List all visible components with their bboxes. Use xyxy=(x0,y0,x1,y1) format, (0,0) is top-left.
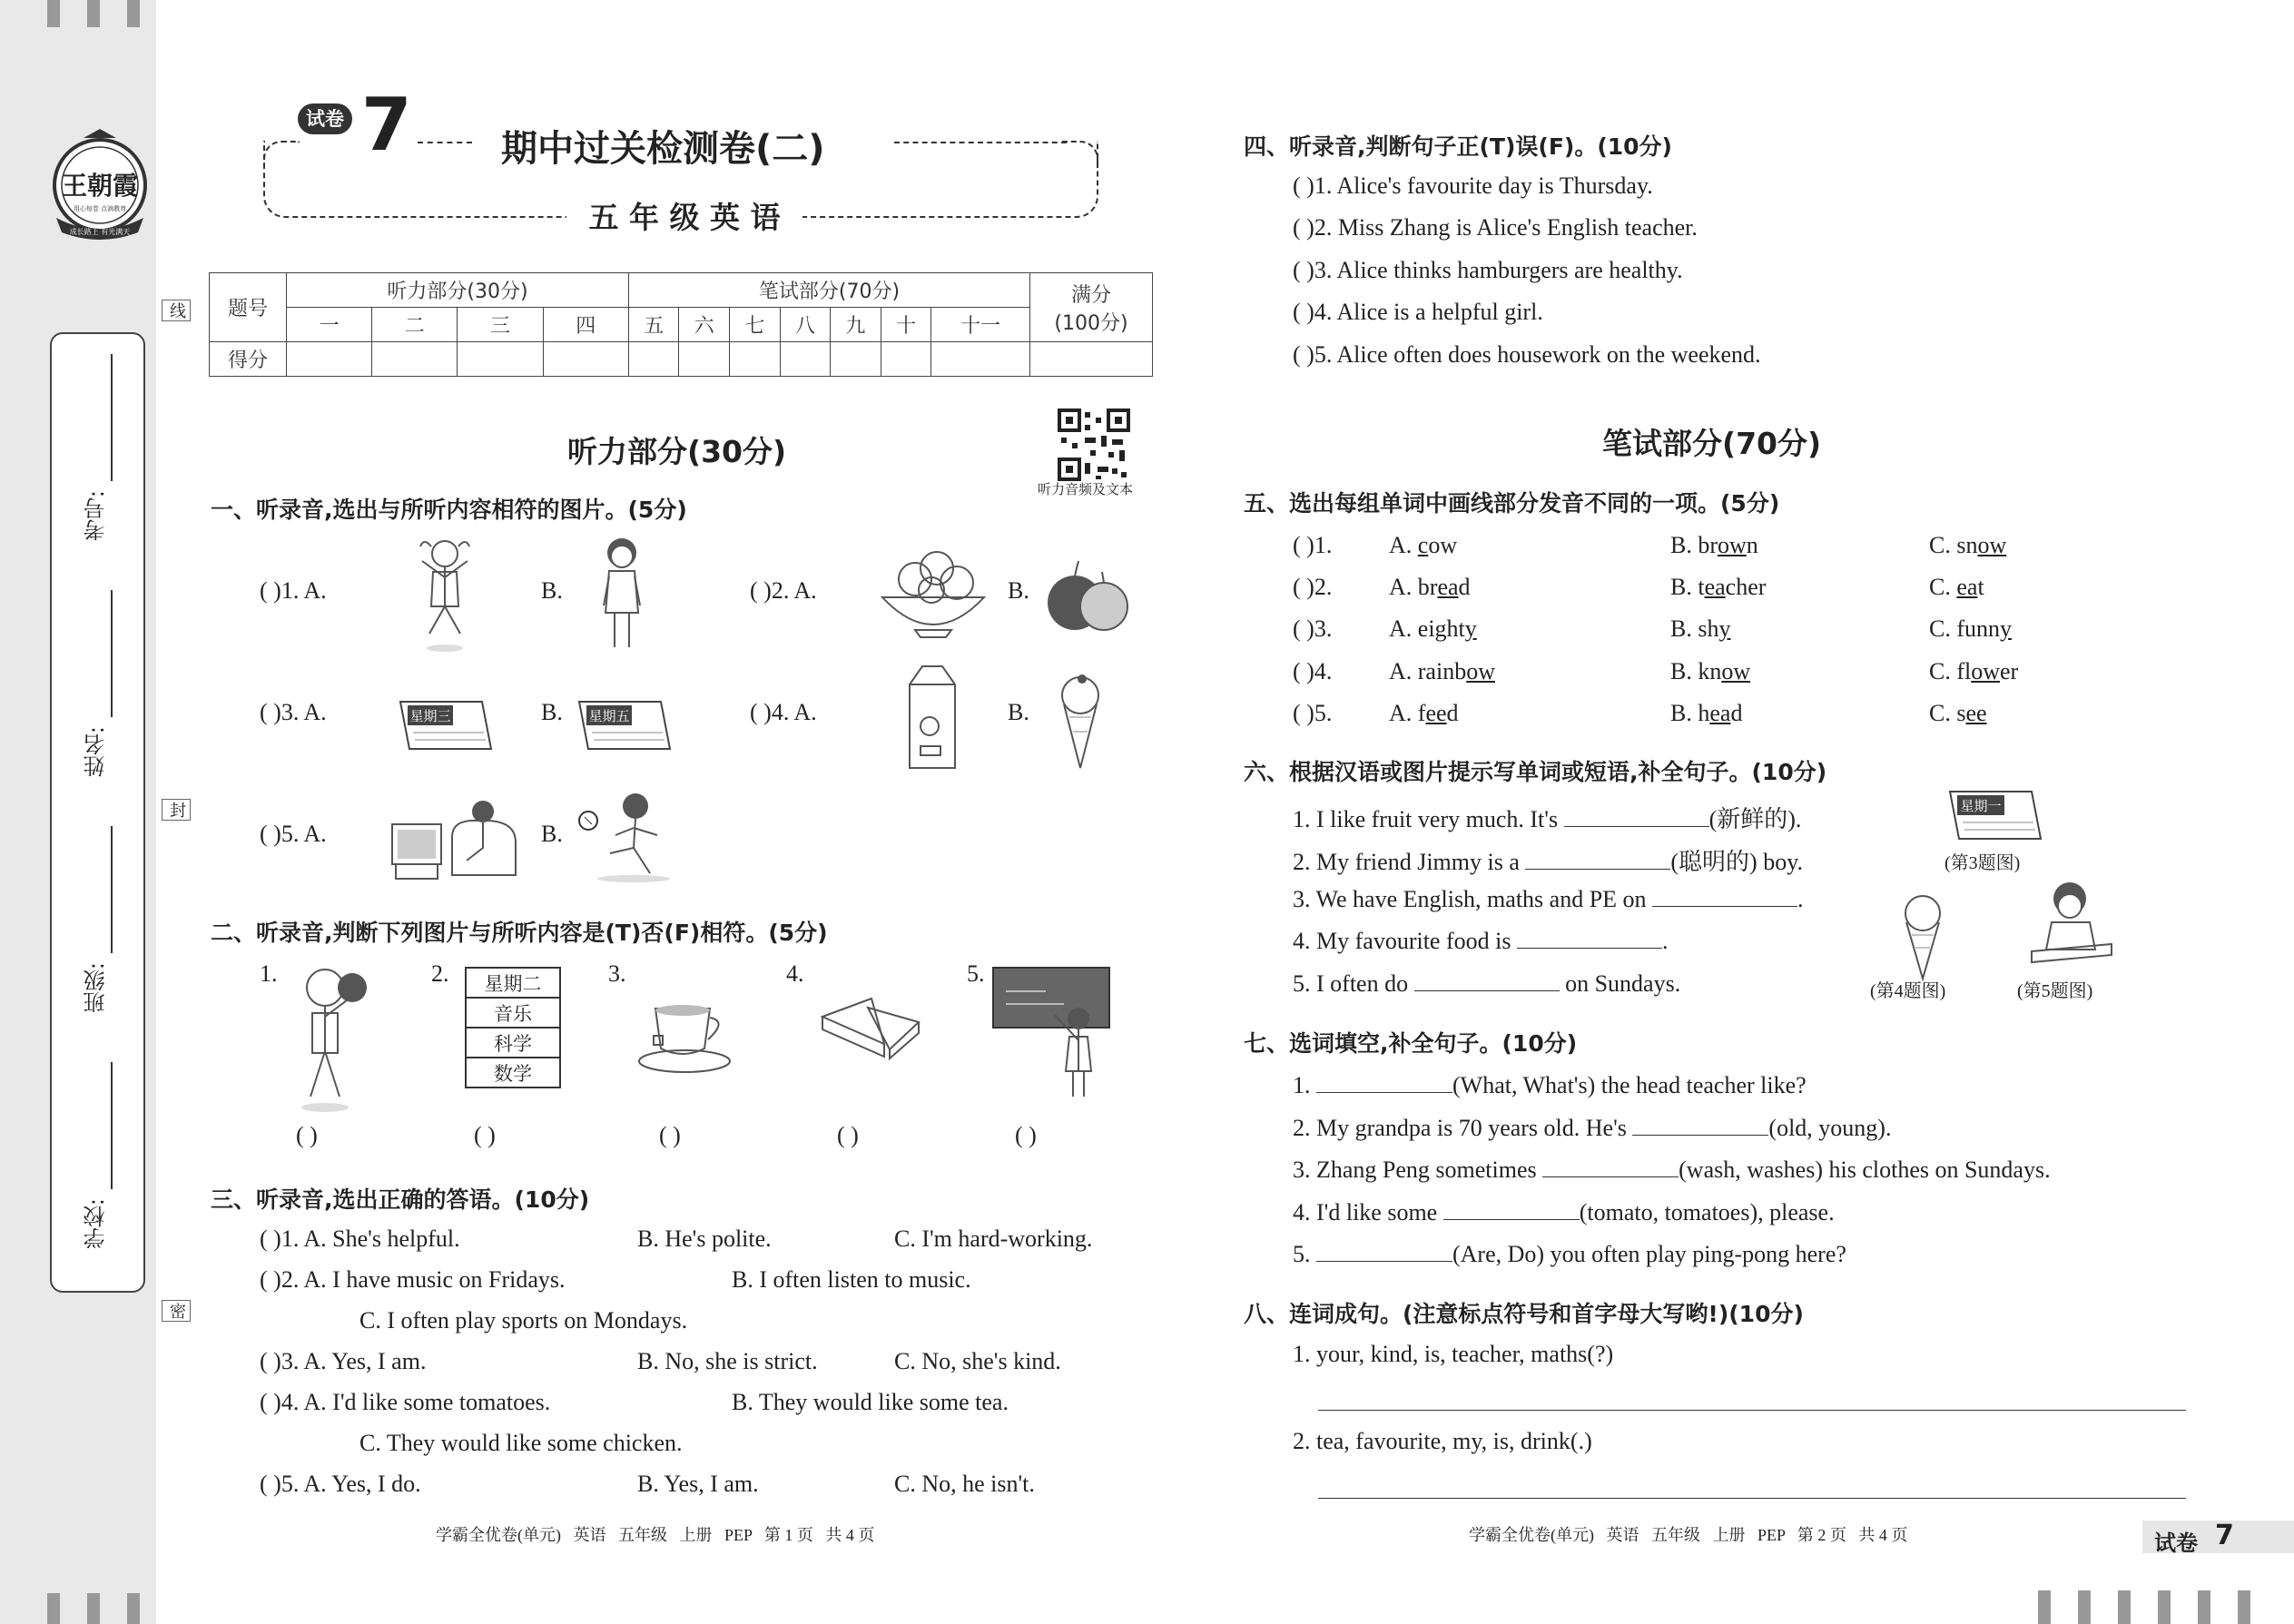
calendar-wednesday-image xyxy=(395,694,495,756)
svg-text:用心每卷 点滴教育: 用心每卷 点滴教育 xyxy=(73,205,127,212)
svg-text:星期一: 星期一 xyxy=(1960,798,2002,814)
s5-q4: ( )4. xyxy=(1293,658,1333,684)
calendar-monday-image xyxy=(1944,786,2046,846)
s3-q5-b: B. Yes, I am. xyxy=(637,1471,759,1497)
standing-girl-image xyxy=(595,531,649,658)
s7-q4: 4. I'd like some (tomato, tomatoes), please. xyxy=(1293,1199,1835,1225)
s5-q5-a: A. feed xyxy=(1389,700,1459,726)
s5-q4-b: B. know xyxy=(1670,658,1751,684)
s7-q5: 5. (Are, Do) you often play ping-pong here? xyxy=(1293,1241,1846,1267)
section1-title: 一、听录音,选出与所听内容相符的图片。(5分) xyxy=(211,497,687,523)
s3-q2-b: B. I often listen to music. xyxy=(732,1266,971,1293)
s3-q1: ( )1. A. She's helpful. xyxy=(260,1225,460,1252)
brand-logo xyxy=(47,127,153,247)
s5-q5: ( )5. xyxy=(1293,700,1333,726)
s8-q1-answer-line[interactable] xyxy=(1318,1410,2186,1411)
s1-q2-b: B. xyxy=(1008,577,1029,604)
logo-text: 王朝霞 xyxy=(61,171,139,201)
s5-q3-a: A. eighty xyxy=(1389,615,1477,642)
s1-q5-b: B. xyxy=(541,821,563,847)
section5-title: 五、选出每组单词中画线部分发音不同的一项。(5分) xyxy=(1244,490,1780,517)
jumping-girl-image xyxy=(413,534,477,656)
s3-q5: ( )5. A. Yes, I do. xyxy=(260,1471,421,1497)
s5-q2-b: B. teacher xyxy=(1670,574,1767,600)
section4-title: 四、听录音,判断句子正(T)误(F)。(10分) xyxy=(1244,133,1672,160)
s2-answer5[interactable]: ( ) xyxy=(1015,1122,1037,1148)
basketball-boy-image xyxy=(289,960,379,1117)
s2-num5: 5. xyxy=(967,960,985,987)
paper-badge: 试卷 xyxy=(298,103,352,134)
calendar-friday-image xyxy=(574,694,674,756)
s6-q5: 5. I often do on Sundays. xyxy=(1293,970,1681,997)
writing-heading: 笔试部分(70分) xyxy=(1602,426,1822,461)
binding-feng: 封 xyxy=(162,799,191,821)
qr-caption: 听力音频及文本 xyxy=(1038,481,1134,497)
corner-tab-number: 7 xyxy=(2215,1520,2234,1551)
footer-left: 学霸全优卷(单元) 英语 五年级 上册 PEP 第 1 页 共 4 页 xyxy=(436,1526,875,1544)
s1-q4: ( )4. A. xyxy=(750,699,817,725)
s3-q4: ( )4. A. I'd like some tomatoes. xyxy=(260,1389,551,1415)
s1-q3-b: B. xyxy=(541,699,563,725)
s2-num2: 2. xyxy=(431,960,449,987)
s4-q2: ( )2. Miss Zhang is Alice's English teacher. xyxy=(1293,214,1698,241)
s3-q5-c: C. No, he isn't. xyxy=(894,1471,1035,1497)
s7-q2-blank[interactable] xyxy=(1632,1116,1768,1136)
s3-q3: ( )3. A. Yes, I am. xyxy=(260,1348,427,1374)
svg-text:星期五: 星期五 xyxy=(588,708,630,724)
s5-q1-a: A. cow xyxy=(1389,532,1458,558)
s6-q2-blank[interactable] xyxy=(1525,850,1670,870)
s5-q5-c: C. see xyxy=(1929,700,1987,726)
s3-q4-c: C. They would like some chicken. xyxy=(359,1430,683,1456)
svg-text:成长路上 有光满天: 成长路上 有光满天 xyxy=(69,228,131,236)
s1-q2: ( )2. A. xyxy=(750,577,817,604)
s6-caption3: (第3题图) xyxy=(1944,853,2021,873)
schedule-card: 星期二 音乐 科学 数学 xyxy=(465,967,561,1088)
listening-heading: 听力部分(30分) xyxy=(567,434,787,469)
s5-q1-b: B. brown xyxy=(1670,532,1758,558)
paper-number: 7 xyxy=(361,83,412,167)
s3-q3-c: C. No, she's kind. xyxy=(894,1348,1061,1374)
s1-q3: ( )3. A. xyxy=(260,699,327,725)
binding-mi: 密 xyxy=(162,1300,191,1322)
ice-cream-image xyxy=(1053,672,1108,772)
xuexiao-field[interactable]: 学校: xyxy=(80,1062,116,1289)
s5-q3: ( )3. xyxy=(1293,615,1333,642)
sandwich-image xyxy=(817,989,926,1062)
s3-q2-c: C. I often play sports on Mondays. xyxy=(359,1307,688,1334)
footer-right: 学霸全优卷(单元) 英语 五年级 上册 PEP 第 2 页 共 4 页 xyxy=(1469,1526,1908,1544)
s2-num1: 1. xyxy=(260,960,278,987)
s1-q1-b: B. xyxy=(541,577,563,604)
teacher-board-image xyxy=(991,964,1111,1098)
xingming-field[interactable]: 姓名: xyxy=(80,590,116,817)
s6-q5-blank[interactable] xyxy=(1414,971,1560,991)
section2-title: 二、听录音,判断下列图片与所听内容是(T)否(F)相符。(5分) xyxy=(211,920,828,946)
s8-q2: 2. tea, favourite, my, is, drink(.) xyxy=(1293,1428,1592,1454)
s3-q4-b: B. They would like some tea. xyxy=(732,1389,1009,1415)
s6-caption4: (第4题图) xyxy=(1870,981,1946,1001)
s5-q2-a: A. bread xyxy=(1389,574,1471,600)
s4-q3: ( )3. Alice thinks hamburgers are healthy. xyxy=(1293,257,1683,283)
s1-q4-b: B. xyxy=(1008,699,1029,725)
s7-q1-blank[interactable] xyxy=(1316,1073,1452,1093)
s5-q2: ( )2. xyxy=(1293,574,1333,600)
ice-cream-image-2 xyxy=(1895,891,1950,982)
qr-code[interactable] xyxy=(1058,408,1130,481)
s7-q5-blank[interactable] xyxy=(1316,1242,1452,1262)
s6-q1: 1. I like fruit very much. It's (新鲜的). xyxy=(1293,806,1802,832)
s1-q5: ( )5. A. xyxy=(260,821,327,847)
s5-q4-c: C. flower xyxy=(1929,658,2019,684)
s6-q1-blank[interactable] xyxy=(1564,807,1709,827)
s2-answer1[interactable]: ( ) xyxy=(296,1122,318,1148)
s8-q2-answer-line[interactable] xyxy=(1318,1498,2186,1499)
s7-q1: 1. (What, What's) the head teacher like? xyxy=(1293,1072,1807,1098)
s3-q1-c: C. I'm hard-working. xyxy=(894,1225,1093,1252)
doing-homework-image xyxy=(2024,877,2119,971)
corner-marks-bottom xyxy=(47,1593,147,1624)
s5-q4-a: A. rainbow xyxy=(1389,658,1495,684)
milk-carton-image xyxy=(904,663,960,772)
score-table: 题号 听力部分(30分) 笔试部分(70分) 满分 (100分) 一 二 三 四 五 六 七 八 九 十 十一 得分 xyxy=(209,272,1153,377)
s5-q3-c: C. funny xyxy=(1929,615,2012,642)
s1-q1: ( )1. A. xyxy=(260,577,327,604)
s7-q2: 2. My grandpa is 70 years old. He's (old, young). xyxy=(1293,1115,1892,1141)
title-frame-top-left xyxy=(263,141,300,168)
s2-answer3[interactable]: ( ) xyxy=(659,1122,681,1148)
banji-field[interactable]: 班级: xyxy=(80,826,116,1053)
s3-q2: ( )2. A. I have music on Fridays. xyxy=(260,1266,566,1293)
playing-football-image xyxy=(574,790,674,884)
s5-q5-b: B. head xyxy=(1670,700,1743,726)
watching-tv-image xyxy=(389,792,523,882)
s7-q3: 3. Zhang Peng sometimes (wash, washes) his clothes on Sundays. xyxy=(1293,1156,2051,1183)
binding-xian: 线 xyxy=(162,300,191,321)
s2-answer4[interactable]: ( ) xyxy=(837,1122,859,1148)
s5-q1: ( )1. xyxy=(1293,532,1333,558)
s5-q2-c: C. eat xyxy=(1929,574,1984,600)
section3-title: 三、听录音,选出正确的答语。(10分) xyxy=(211,1186,590,1213)
s5-q1-c: C. snow xyxy=(1929,532,2007,558)
s2-num4: 4. xyxy=(786,960,804,987)
page-subtitle: 五 年 级 英 语 xyxy=(566,194,802,234)
s5-q3-b: B. shy xyxy=(1670,615,1731,642)
s2-num3: 3. xyxy=(608,960,626,987)
s2-answer2[interactable]: ( ) xyxy=(474,1122,496,1148)
s3-q1-b: B. He's polite. xyxy=(637,1225,772,1252)
s6-q2: 2. My friend Jimmy is a (聪明的) boy. xyxy=(1293,849,1804,875)
s4-q1: ( )1. Alice's favourite day is Thursday. xyxy=(1293,172,1653,199)
tea-cup-image xyxy=(637,994,739,1078)
onion-image xyxy=(1042,554,1133,635)
s7-q3-blank[interactable] xyxy=(1542,1157,1679,1177)
kaohao-field[interactable]: 考号: xyxy=(80,354,116,581)
section6-title: 六、根据汉语或图片提示写单词或短语,补全句子。(10分) xyxy=(1244,759,1827,785)
s6-caption5: (第5题图) xyxy=(2017,981,2093,1001)
svg-text:星期三: 星期三 xyxy=(409,708,451,724)
corner-marks-top xyxy=(47,0,147,27)
corner-tab-label: 试卷 xyxy=(2154,1530,2198,1556)
page-title: 期中过关检测卷(二) xyxy=(501,128,825,170)
s6-q4-blank[interactable] xyxy=(1517,929,1662,949)
s8-q1: 1. your, kind, is, teacher, maths(?) xyxy=(1293,1341,1614,1367)
s6-q3-blank[interactable] xyxy=(1652,887,1797,907)
s4-q4: ( )4. Alice is a helpful girl. xyxy=(1293,299,1543,325)
s7-q4-blank[interactable] xyxy=(1443,1200,1580,1220)
fruit-salad-image xyxy=(879,543,988,643)
corner-marks-bottom-right xyxy=(2038,1590,2292,1624)
s6-q4: 4. My favourite food is . xyxy=(1293,928,1669,954)
section7-title: 七、选词填空,补全句子。(10分) xyxy=(1244,1030,1578,1057)
section8-title: 八、连词成句。(注意标点符号和首字母大写哟!)(10分) xyxy=(1244,1301,1804,1327)
s6-q3: 3. We have English, maths and PE on . xyxy=(1293,886,1804,912)
s4-q5: ( )5. Alice often does housework on the weekend. xyxy=(1293,341,1761,368)
s3-q3-b: B. No, she is strict. xyxy=(637,1348,818,1374)
